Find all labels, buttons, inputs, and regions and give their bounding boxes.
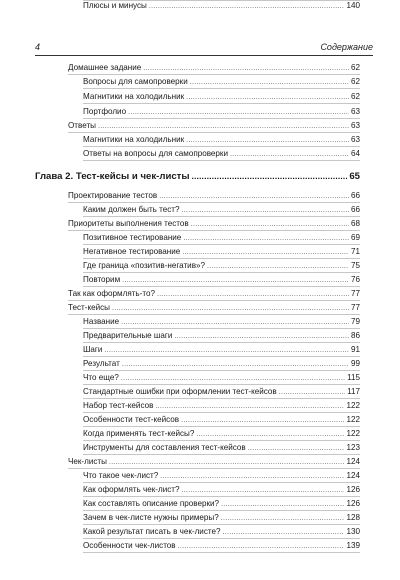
dot-leader [178,541,345,552]
toc-entry-page: 79 [350,317,360,326]
toc-entry-page: 91 [350,345,360,354]
dot-leader [182,247,349,258]
row-separator [83,118,360,119]
dot-leader [221,499,344,510]
toc-entry-page: 122 [346,415,360,424]
toc-subsection-entry[interactable] [83,91,360,103]
dot-leader [160,471,344,482]
toc-entry-title: Результат [83,359,120,368]
row-separator [83,384,360,385]
dot-leader [207,261,349,272]
dot-leader [190,77,349,88]
toc-entry-title: Портфолио [83,107,127,116]
running-title: Содержание [320,42,373,52]
dot-leader [279,387,345,398]
row-separator [83,146,360,147]
toc-subsection-entry[interactable] [83,400,360,412]
toc-entry-title: Магнитики на холодильник [83,92,185,101]
toc-chapter-entry[interactable] [35,171,360,182]
toc-entry-title: Ответы на вопросы для самопроверки [83,149,228,158]
row-separator [68,314,360,315]
dot-leader [159,191,349,202]
toc-entry-title: Позитивное тестирование [83,233,182,242]
dot-leader [128,107,349,118]
row-separator [83,258,360,259]
row-separator [83,244,360,245]
toc-section-entry[interactable] [68,218,360,230]
toc-entry-page: 126 [346,485,360,494]
toc-entry-title: Проектирование тестов [68,191,158,200]
toc-entry-page: 63 [350,135,360,144]
toc-entry-page: 68 [350,219,360,228]
toc-entry-page: 126 [346,499,360,508]
toc-entry-page: 66 [350,191,360,200]
toc-subsection-entry[interactable] [83,442,360,454]
row-separator [83,426,360,427]
dot-leader [157,289,349,300]
toc-section-entry[interactable] [68,302,360,314]
dot-leader [223,527,345,538]
row-separator [83,398,360,399]
dot-leader [149,1,345,12]
toc-entry-title: Набор тест-кейсов [83,401,154,410]
toc-entry-title: Особенности тест-кейсов [83,415,180,424]
toc-entry-page: 71 [350,247,360,256]
dot-leader [230,149,349,160]
toc-entry-title: Вопросы для самопроверки [83,77,188,86]
row-separator [83,328,360,329]
dot-leader [196,429,344,440]
row-separator [83,216,360,217]
toc-entry-page: 62 [350,63,360,72]
row-separator [83,482,360,483]
toc-entry-page: 63 [350,121,360,130]
toc-subsection-entry[interactable] [83,498,360,510]
toc-entry-page: 66 [350,205,360,214]
running-header [35,42,373,55]
toc-entry-page: 130 [346,527,360,536]
toc-entry-page: 123 [346,443,360,452]
toc-entry-page: 62 [350,92,360,101]
toc-subsection-entry[interactable] [83,106,360,118]
dot-leader [181,415,344,426]
dot-leader [181,485,344,496]
toc-entry-title: Повторим [83,275,121,284]
dot-leader [183,233,349,244]
toc-entry-page: 77 [350,289,360,298]
toc-subsection-entry[interactable] [83,274,360,286]
toc-entry-page: 122 [346,429,360,438]
toc-entry-page: 117 [347,387,360,396]
toc-entry-page: 99 [350,359,360,368]
row-separator [68,132,360,133]
toc-entry-page: 124 [346,471,360,480]
toc-section-entry[interactable] [68,288,360,300]
row-separator [68,74,360,75]
row-separator [83,538,360,539]
toc-subsection-entry[interactable] [83,386,360,398]
toc-entry-title: Зачем в чек-листе нужны примеры? [83,513,219,522]
toc-subsection-entry[interactable] [83,540,360,552]
toc-subsection-entry[interactable] [83,76,360,88]
toc-subsection-entry[interactable] [83,0,360,12]
toc-subsection-entry[interactable] [83,316,360,328]
toc-entry-page: 124 [346,457,360,466]
dot-leader [192,171,348,182]
row-separator [83,412,360,413]
toc-entry-page: 139 [346,541,360,550]
page-number: 4 [35,42,41,52]
toc-entry-title: Особенности чек-листов [83,541,176,550]
header-rule [35,55,373,56]
toc-subsection-entry[interactable] [83,358,360,370]
toc-entry-title: Где граница «позитив-негатив»? [83,261,205,270]
dot-leader [191,219,349,230]
toc-subsection-entry[interactable] [83,414,360,426]
toc-entry-title: Негативное тестирование [83,247,181,256]
dot-leader [186,135,349,146]
row-separator [83,0,360,1]
toc-section-entry[interactable] [68,456,360,468]
toc-entry-title: Как оформлять чек-лист? [83,485,180,494]
toc-entry-title: Инструменты для составления тест-кейсов [83,443,246,452]
toc-entry-title: Глава 2. Тест-кейсы и чек-листы [35,171,190,182]
dot-leader [155,401,344,412]
toc-entry-title: Что еще? [83,373,119,382]
toc-entry-page: 63 [350,107,360,116]
toc-section-entry[interactable] [68,190,360,202]
row-separator [83,103,360,104]
toc-entry-page: 122 [346,401,360,410]
toc-entry-page: 64 [350,149,360,158]
toc-entry-title: Тест-кейсы [68,303,110,312]
toc-entry-title: Ответы [68,121,96,130]
dot-leader [122,359,349,370]
toc-subsection-entry[interactable] [83,232,360,244]
row-separator [83,88,360,89]
toc-entry-title: Каким должен быть тест? [83,205,180,214]
row-separator [83,510,360,511]
dot-leader [221,513,345,524]
toc-entry-title: Магнитики на холодильник [83,135,185,144]
toc-entry-page: 62 [350,77,360,86]
row-separator [68,230,360,231]
dot-leader [121,373,345,384]
row-separator [83,370,360,371]
dot-leader [174,331,349,342]
dot-leader [182,205,349,216]
toc-entry-page: 65 [349,171,360,182]
toc-entry-page: 77 [350,303,360,312]
toc-subsection-entry[interactable] [83,372,360,384]
toc-entry-title: Так как оформлять-то? [68,289,155,298]
toc-entry-page: 86 [350,331,360,340]
toc-section-entry[interactable] [68,120,360,132]
toc-entry-title: Домашнее задание [68,63,142,72]
toc-entry-title: Какой результат писать в чек-листе? [83,527,221,536]
dot-leader [122,275,349,286]
dot-leader [121,317,349,328]
row-separator [83,524,360,525]
row-separator [83,552,360,553]
row-separator [83,160,360,161]
row-separator [68,202,360,203]
row-separator [83,272,360,273]
toc-subsection-entry[interactable] [83,204,360,216]
toc-entry-title: Предварительные шаги [83,331,173,340]
toc-entry-title: Как составлять описание проверки? [83,499,220,508]
row-separator [68,300,360,301]
toc-entry-title: Чек-листы [68,457,107,466]
toc-subsection-entry[interactable] [83,512,360,524]
dot-leader [98,121,349,132]
dot-leader [143,63,349,74]
dot-leader [104,345,349,356]
toc-entry-title: Что такое чек-лист? [83,471,159,480]
toc-entry-page: 128 [346,513,360,522]
toc-subsection-entry[interactable] [83,484,360,496]
toc-subsection-entry[interactable] [83,428,360,440]
toc-subsection-entry[interactable] [83,260,360,272]
toc-entry-page: 76 [350,275,360,284]
toc-entry-page: 69 [350,233,360,242]
row-separator [83,440,360,441]
toc-subsection-entry[interactable] [83,526,360,538]
dot-leader [109,457,345,468]
row-separator [83,454,360,455]
row-separator [83,496,360,497]
toc-subsection-entry[interactable] [83,330,360,342]
dot-leader [248,443,345,454]
toc-subsection-entry[interactable] [83,470,360,482]
toc-subsection-entry[interactable] [83,148,360,160]
toc-entry-title: Когда применять тест-кейсы? [83,429,195,438]
row-separator [83,342,360,343]
toc-subsection-entry[interactable] [83,344,360,356]
dot-leader [186,92,349,103]
toc-section-entry[interactable] [68,62,360,74]
row-separator [83,286,360,287]
toc-subsection-entry[interactable] [83,134,360,146]
toc-entry-page: 115 [347,373,360,382]
toc-entry-page: 75 [350,261,360,270]
toc-entry-title: Стандартные ошибки при оформлении тест-кейсов [83,387,277,396]
row-separator [83,356,360,357]
row-separator [68,468,360,469]
toc-entry-title: Название [83,317,120,326]
toc-entry-title: Приоритеты выполнения тестов [68,219,189,228]
toc-subsection-entry[interactable] [83,246,360,258]
toc-entry-title: Плюсы и минусы [83,1,147,10]
dot-leader [112,303,349,314]
toc-entry-title: Шаги [83,345,103,354]
toc-entry-page: 140 [346,1,360,10]
